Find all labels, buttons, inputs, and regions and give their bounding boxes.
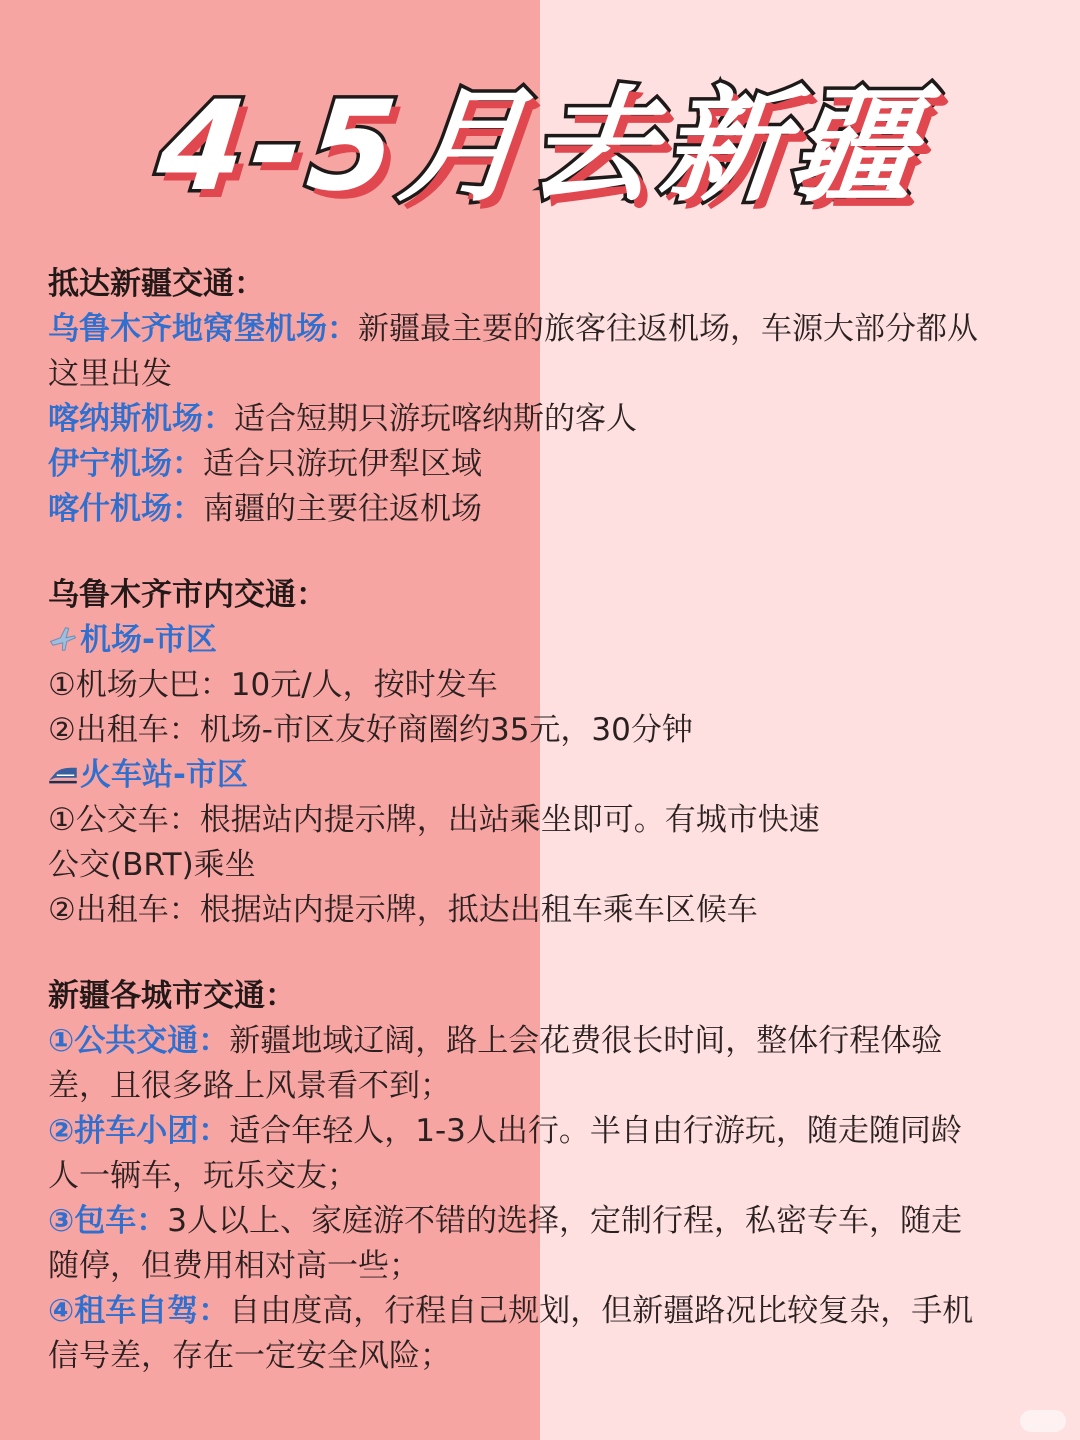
sub-heading-airport-city — [48, 618, 1038, 663]
sub-heading-station-city — [48, 753, 1038, 798]
item-label: ③包车： — [48, 1203, 168, 1239]
item-text-continued: 信号差，存在一定安全风险； — [48, 1338, 451, 1374]
item-label: ②拼车小团： — [48, 1113, 230, 1149]
item-text-continued: 公交(BRT)乘坐 — [48, 847, 256, 883]
item-label: 伊宁机场： — [48, 446, 203, 482]
list-item: ①机场大巴：10元/人，按时发车 — [48, 667, 498, 703]
section-spacer — [48, 532, 1038, 573]
list-item — [48, 487, 1038, 532]
item-text-continued: 这里出发 — [48, 356, 172, 392]
item-text-continued: 差，且很多路上风景看不到； — [48, 1068, 451, 1104]
airplane-icon — [48, 624, 78, 654]
section-heading-intercity: 新疆各城市交通： — [48, 978, 296, 1014]
item-text-continued: 人一辆车，玩乐交友； — [48, 1158, 358, 1194]
list-item: ②出租车：机场-市区友好商圈约35元，30分钟 — [48, 712, 693, 748]
watermark-badge — [1020, 1410, 1066, 1432]
item-text: 适合年轻人，1-3人出行。半自由行游玩，随走随同龄 — [229, 1113, 962, 1149]
item-label: 喀纳斯机场： — [48, 401, 234, 437]
item-text-continued: 随停，但费用相对高一些； — [48, 1248, 420, 1284]
item-text: 适合短期只游玩喀纳斯的客人 — [234, 401, 637, 437]
section-spacer — [48, 933, 1038, 974]
list-item — [48, 397, 1038, 442]
train-icon — [48, 759, 78, 789]
page-title: 4-5月去新疆 — [151, 75, 929, 219]
item-text: 适合只游玩伊犁区域 — [203, 446, 482, 482]
item-label: ④租车自驾： — [48, 1293, 230, 1329]
item-text: 3人以上、家庭游不错的选择，定制行程，私密专车，随走 — [167, 1203, 962, 1239]
item-text: 新疆最主要的旅客往返机场，车源大部分都从 — [358, 311, 978, 347]
item-text: 新疆地域辽阔，路上会花费很长时间，整体行程体验 — [229, 1023, 943, 1059]
list-item — [48, 442, 1038, 487]
list-item — [48, 1199, 1038, 1244]
item-label: 喀什机场： — [48, 491, 203, 527]
content-body — [48, 262, 1038, 1379]
list-item: ①公交车：根据站内提示牌，出站乘坐即可。有城市快速 — [48, 802, 820, 838]
sub-heading-label: 火车站-市区 — [80, 757, 248, 793]
section-heading-arrival: 抵达新疆交通： — [48, 266, 265, 302]
list-item: ②出租车：根据站内提示牌，抵达出租车乘车区候车 — [48, 892, 758, 928]
sub-heading-label: 机场-市区 — [80, 622, 217, 658]
list-item — [48, 1109, 1038, 1154]
item-label: ①公共交通： — [48, 1023, 230, 1059]
list-item — [48, 1019, 1038, 1064]
item-label: 乌鲁木齐地窝堡机场： — [48, 311, 358, 347]
section-heading-city-transport: 乌鲁木齐市内交通： — [48, 577, 327, 613]
list-item — [48, 307, 1038, 352]
item-text: 自由度高，行程自己规划，但新疆路况比较复杂，手机 — [229, 1293, 974, 1329]
list-item — [48, 1289, 1038, 1334]
item-text: 南疆的主要往返机场 — [203, 491, 482, 527]
